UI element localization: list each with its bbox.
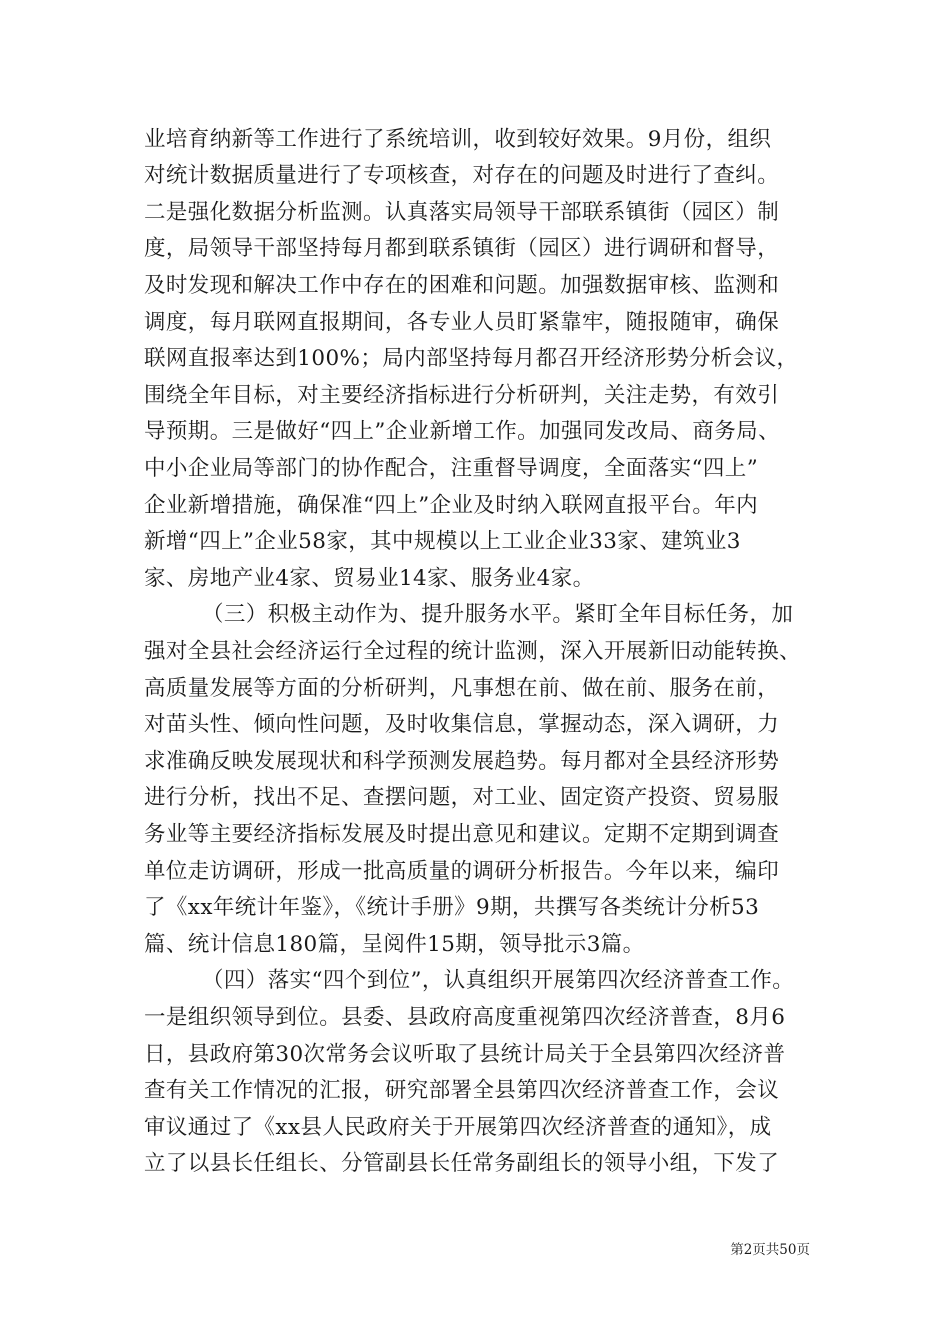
text-line: 立了以县长任组长、分管副县长任常务副组长的领导小组，下发了 bbox=[144, 1151, 780, 1176]
text-line: 业培育纳新等工作进行了系统培训，收到较好效果。9月份，组织 bbox=[144, 127, 772, 152]
text-line: 查有关工作情况的汇报，研究部署全县第四次经济普查工作，会议 bbox=[144, 1078, 780, 1103]
text-line: 度，局领导干部坚持每月都到联系镇街（园区）进行调研和督导， bbox=[144, 236, 780, 261]
text-line: 企业新增措施，确保准“四上”企业及时纳入联网直报平台。年内 bbox=[144, 493, 759, 518]
text-line: 对苗头性、倾向性问题，及时收集信息，掌握动态，深入调研，力 bbox=[144, 712, 780, 737]
text-line: 围绕全年目标，对主要经济指标进行分析研判，关注走势，有效引 bbox=[144, 383, 780, 408]
text-line: 了《xx年统计年鉴》，《统计手册》9期，共撰写各类统计分析53 bbox=[144, 895, 760, 920]
text-line: 一是组织领导到位。县委、县政府高度重视第四次经济普查，8月6 bbox=[144, 1005, 786, 1030]
text-line: 篇、统计信息180篇，呈阅件15期，领导批示3篇。 bbox=[144, 932, 645, 957]
text-line: 务业等主要经济指标发展及时提出意见和建议。定期不定期到调查 bbox=[144, 822, 780, 847]
text-line: 审议通过了《xx县人民政府关于开展第四次经济普查的通知》，成 bbox=[144, 1115, 772, 1140]
text-line: 新增“四上”企业58家，其中规模以上工业企业33家、建筑业3 bbox=[144, 529, 741, 554]
paragraph-heading-line: （四）落实“四个到位”，认真组织开展第四次经济普查工作。 bbox=[202, 968, 795, 993]
text-line: 高质量发展等方面的分析研判，凡事想在前、做在前、服务在前， bbox=[144, 676, 780, 701]
text-line: 二是强化数据分析监测。认真落实局领导干部联系镇街（园区）制 bbox=[144, 200, 780, 225]
text-line: 对统计数据质量进行了专项核查，对存在的问题及时进行了查纠。 bbox=[144, 163, 780, 188]
text-line: 日，县政府第30次常务会议听取了县统计局关于全县第四次经济普 bbox=[144, 1042, 786, 1067]
text-line: 求准确反映发展现状和科学预测发展趋势。每月都对全县经济形势 bbox=[144, 749, 780, 774]
text-line: 单位走访调研，形成一批高质量的调研分析报告。今年以来，编印 bbox=[144, 859, 780, 884]
text-line: 联网直报率达到100%；局内部坚持每月都召开经济形势分析会议， bbox=[144, 346, 799, 371]
text-line: 导预期。三是做好“四上”企业新增工作。加强同发改局、商务局、 bbox=[144, 419, 780, 444]
text-line: 调度，每月联网直报期间，各专业人员盯紧靠牢，随报随审，确保 bbox=[144, 310, 780, 335]
page-number: 第2页共50页 bbox=[730, 1242, 810, 1258]
text-line: 中小企业局等部门的协作配合，注重督导调度，全面落实“四上” bbox=[144, 456, 759, 481]
text-line: 及时发现和解决工作中存在的困难和问题。加强数据审核、监测和 bbox=[144, 273, 780, 298]
paragraph-heading-line: （三）积极主动作为、提升服务水平。紧盯全年目标任务，加 bbox=[202, 602, 794, 627]
text-line: 家、房地产业4家、贸易业14家、服务业4家。 bbox=[144, 566, 595, 591]
text-line: 进行分析，找出不足、查摆问题，对工业、固定资产投资、贸易服 bbox=[144, 785, 780, 810]
text-line: 强对全县社会经济运行全过程的统计监测，深入开展新旧动能转换、 bbox=[144, 639, 802, 664]
